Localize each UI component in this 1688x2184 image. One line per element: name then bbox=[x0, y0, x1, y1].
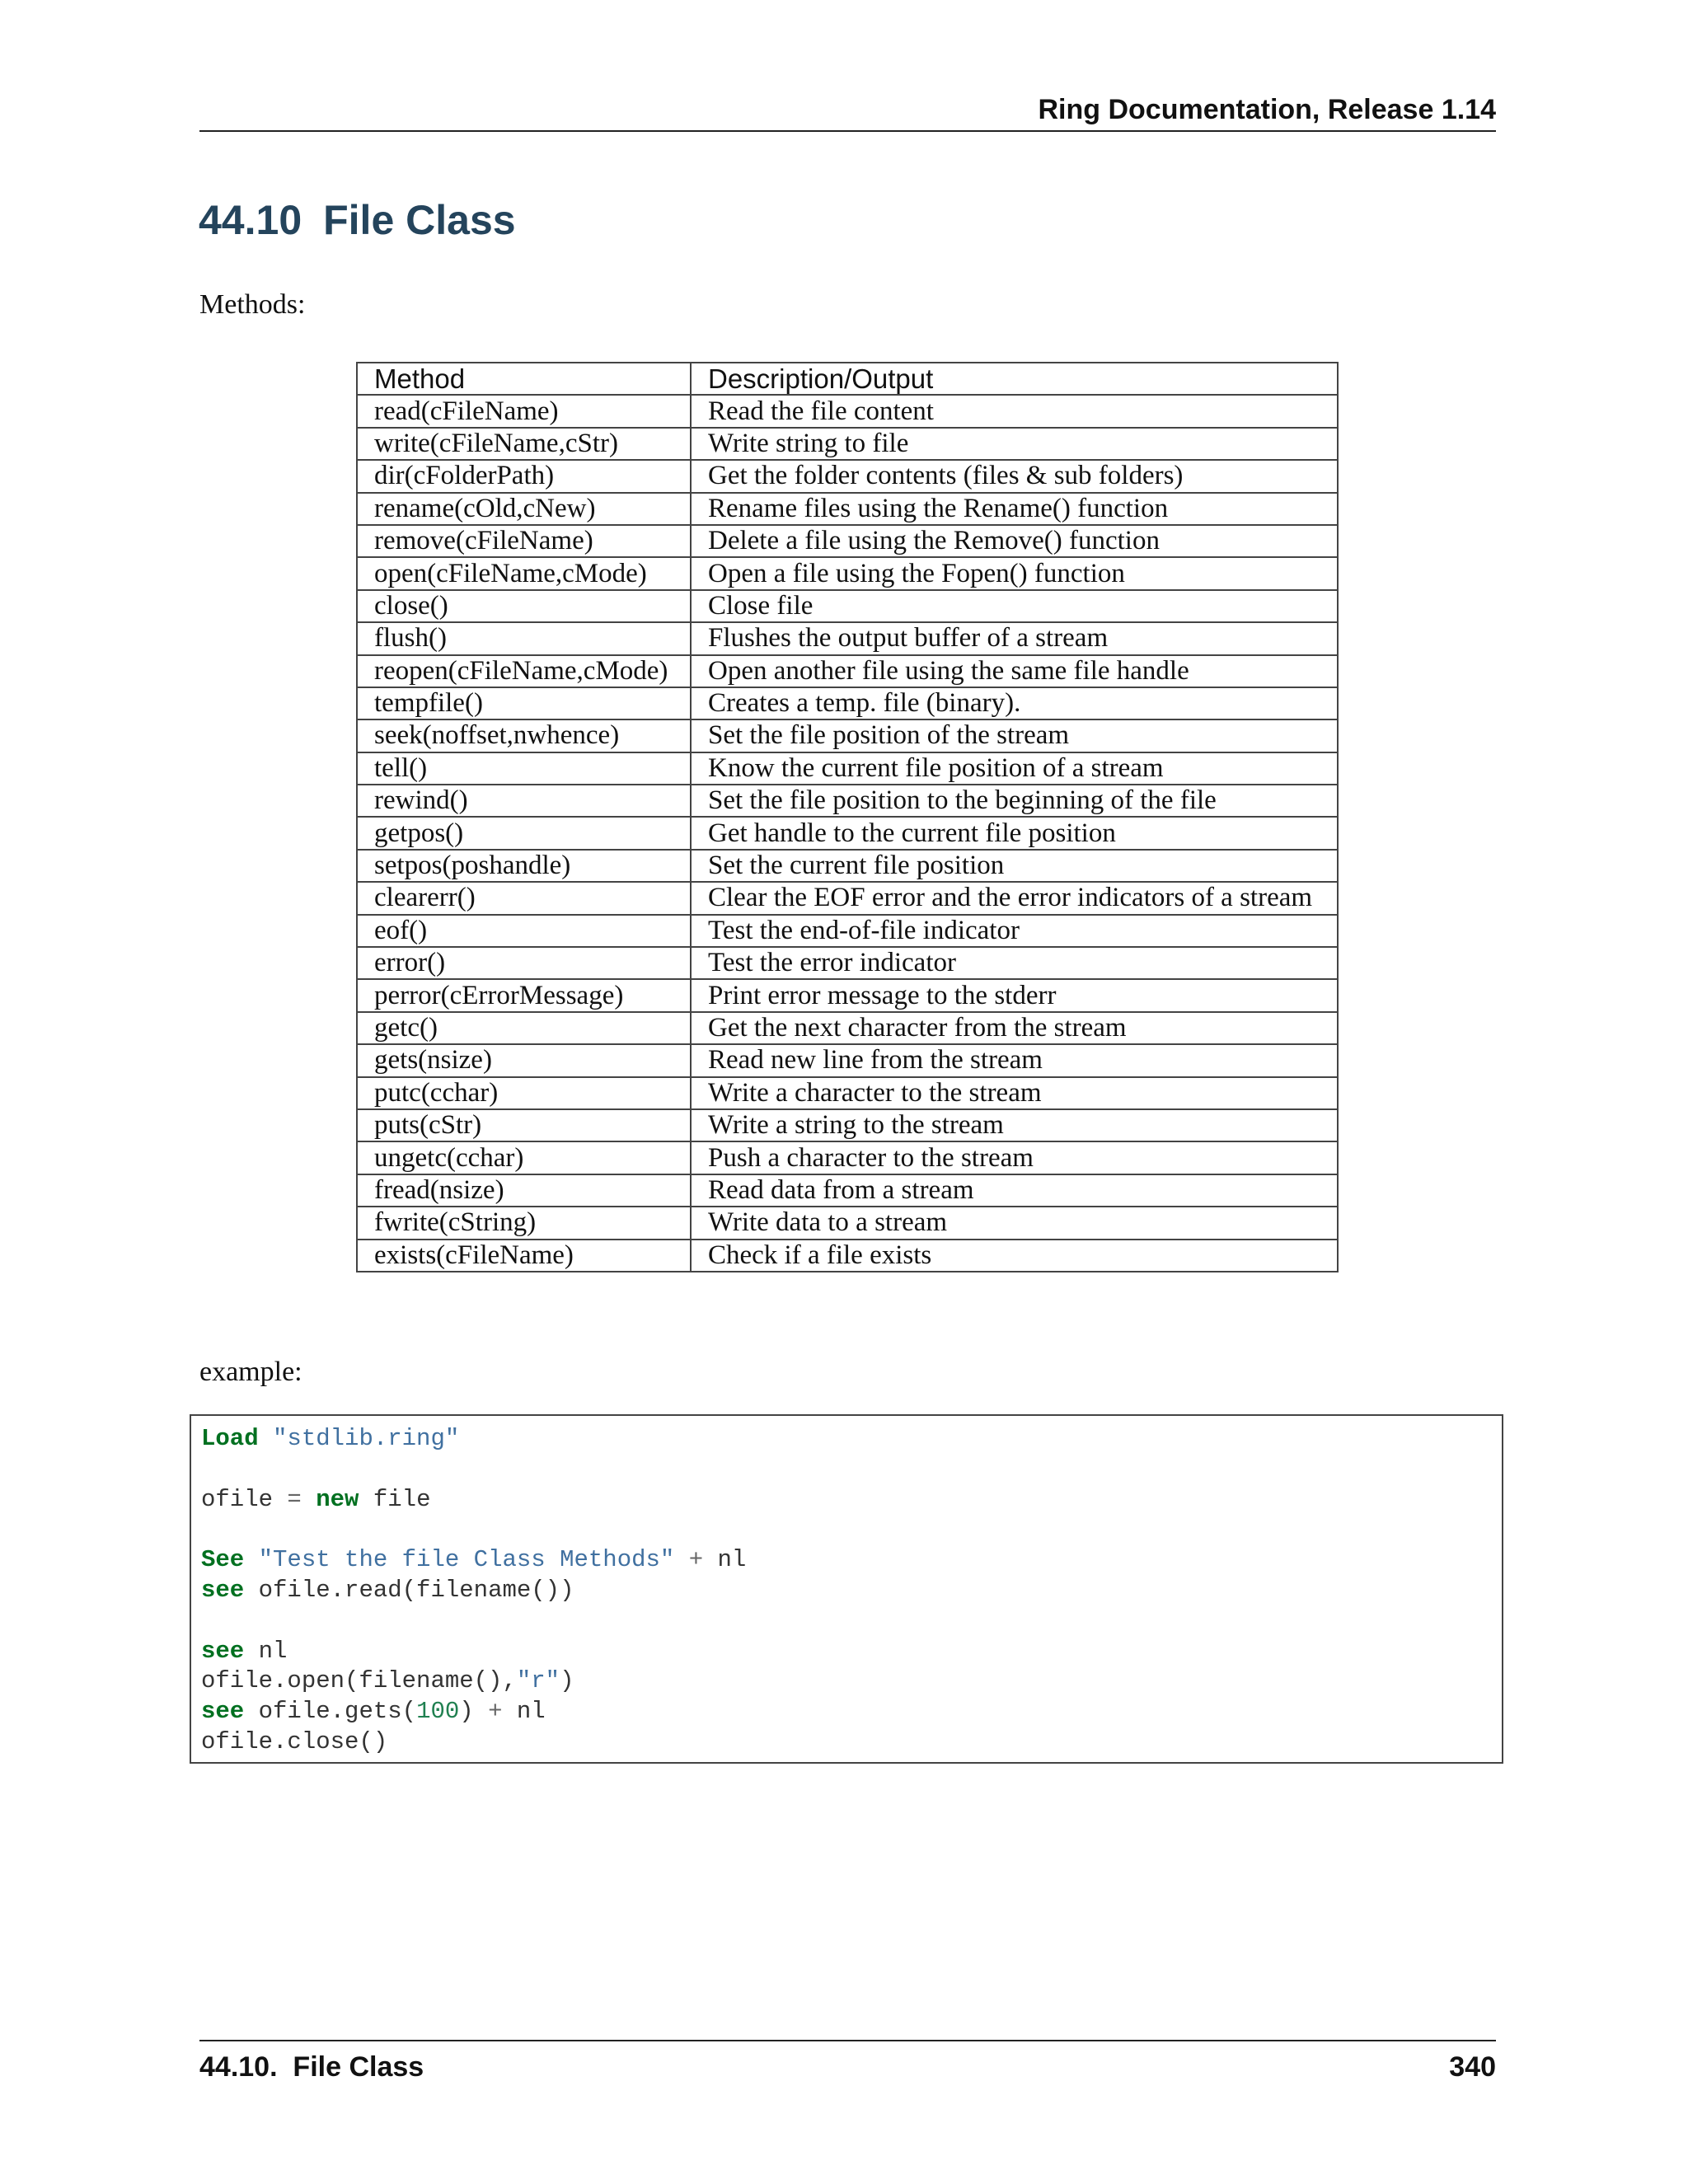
method-cell: tempfile() bbox=[357, 687, 691, 719]
table-row bbox=[357, 622, 1338, 654]
table-row bbox=[357, 1044, 1338, 1076]
method-cell: tell() bbox=[357, 752, 691, 785]
description-cell: Write string to file bbox=[691, 428, 1338, 460]
method-cell: rename(cOld,cNew) bbox=[357, 493, 691, 525]
code-token: ofile.close() bbox=[201, 1727, 388, 1755]
description-cell: Test the end-of-file indicator bbox=[691, 915, 1338, 947]
table-row bbox=[357, 493, 1338, 525]
code-token: "stdlib.ring" bbox=[273, 1425, 460, 1452]
code-token: "r" bbox=[516, 1667, 560, 1695]
method-cell: exists(cFileName) bbox=[357, 1240, 691, 1272]
description-cell: Flushes the output buffer of a stream bbox=[691, 622, 1338, 654]
code-token: ofile.gets( bbox=[244, 1698, 417, 1726]
method-cell: seek(noffset,nwhence) bbox=[357, 719, 691, 752]
method-cell: reopen(cFileName,cMode) bbox=[357, 655, 691, 687]
method-cell: gets(nsize) bbox=[357, 1044, 691, 1076]
description-cell: Set the file position of the stream bbox=[691, 719, 1338, 752]
code-token bbox=[259, 1425, 273, 1452]
description-cell: Print error message to the stderr bbox=[691, 979, 1338, 1011]
method-cell: eof() bbox=[357, 915, 691, 947]
code-token: ofile bbox=[201, 1485, 288, 1513]
description-cell: Get the next character from the stream bbox=[691, 1012, 1338, 1044]
code-token: new bbox=[316, 1485, 359, 1513]
table-row bbox=[357, 525, 1338, 557]
code-token: ofile.open(filename(), bbox=[201, 1667, 517, 1695]
description-cell: Delete a file using the Remove() function bbox=[691, 525, 1338, 557]
description-cell: Check if a file exists bbox=[691, 1240, 1338, 1272]
section-number: 44.10 bbox=[199, 197, 302, 243]
method-cell: rewind() bbox=[357, 785, 691, 817]
description-cell: Set the current file position bbox=[691, 850, 1338, 882]
method-cell: write(cFileName,cStr) bbox=[357, 428, 691, 460]
running-header bbox=[199, 89, 1496, 132]
description-cell: Open a file using the Fopen() function bbox=[691, 557, 1338, 589]
methods-label: Methods: bbox=[199, 289, 306, 320]
code-line bbox=[201, 1424, 1502, 1455]
method-cell: setpos(poshandle) bbox=[357, 850, 691, 882]
method-cell: error() bbox=[357, 947, 691, 979]
table-row bbox=[357, 979, 1338, 1011]
description-cell: Write a string to the stream bbox=[691, 1109, 1338, 1141]
code-token bbox=[302, 1486, 316, 1513]
table-row bbox=[357, 428, 1338, 460]
method-cell: read(cFileName) bbox=[357, 395, 691, 427]
code-token: see bbox=[201, 1698, 245, 1726]
method-cell: getc() bbox=[357, 1012, 691, 1044]
description-cell: Know the current file position of a stream bbox=[691, 752, 1338, 785]
table-row bbox=[357, 719, 1338, 752]
code-token: nl bbox=[703, 1546, 747, 1574]
code-line bbox=[201, 1515, 1502, 1545]
table-row bbox=[357, 655, 1338, 687]
code-token: nl bbox=[502, 1698, 546, 1726]
code-token: see bbox=[201, 1637, 245, 1665]
method-cell: remove(cFileName) bbox=[357, 525, 691, 557]
methods-table bbox=[356, 362, 1339, 1272]
code-token: ) bbox=[459, 1698, 489, 1726]
description-cell: Open another file using the same file handle bbox=[691, 655, 1338, 687]
method-cell: ungetc(cchar) bbox=[357, 1141, 691, 1174]
code-token: see bbox=[201, 1576, 245, 1604]
table-row bbox=[357, 817, 1338, 849]
code-token: 100 bbox=[416, 1698, 460, 1726]
code-token: file bbox=[359, 1485, 431, 1513]
code-token: ofile.read(filename()) bbox=[244, 1576, 574, 1604]
description-cell: Set the file position to the beginning of the file bbox=[691, 785, 1338, 817]
code-token: nl bbox=[244, 1637, 288, 1665]
method-cell: open(cFileName,cMode) bbox=[357, 557, 691, 589]
table-row bbox=[357, 947, 1338, 979]
table-row bbox=[357, 1077, 1338, 1109]
method-cell: perror(cErrorMessage) bbox=[357, 979, 691, 1011]
method-cell: clearerr() bbox=[357, 882, 691, 914]
table-row bbox=[357, 590, 1338, 622]
code-token bbox=[674, 1546, 688, 1573]
method-cell: fread(nsize) bbox=[357, 1174, 691, 1207]
footer-section-ref: 44.10. File Class bbox=[199, 2051, 424, 2083]
code-token: + bbox=[488, 1698, 503, 1726]
code-line bbox=[201, 1545, 1502, 1576]
table-row bbox=[357, 687, 1338, 719]
table-row bbox=[357, 1207, 1338, 1239]
method-cell: dir(cFolderPath) bbox=[357, 460, 691, 492]
methods-table-body bbox=[357, 395, 1338, 1272]
table-row bbox=[357, 785, 1338, 817]
table-row bbox=[357, 752, 1338, 785]
table-row bbox=[357, 1109, 1338, 1141]
code-line bbox=[201, 1727, 1502, 1758]
description-cell: Close file bbox=[691, 590, 1338, 622]
column-header-method: Method bbox=[357, 363, 691, 395]
code-line bbox=[201, 1606, 1502, 1637]
code-line bbox=[201, 1485, 1502, 1516]
table-row bbox=[357, 882, 1338, 914]
code-token: ) bbox=[560, 1667, 574, 1695]
description-cell: Clear the EOF error and the error indicators of a stream bbox=[691, 882, 1338, 914]
code-line bbox=[201, 1576, 1502, 1606]
method-cell: puts(cStr) bbox=[357, 1109, 691, 1141]
footer-page-number: 340 bbox=[1449, 2051, 1496, 2083]
method-cell: getpos() bbox=[357, 817, 691, 849]
code-token: See bbox=[201, 1546, 245, 1574]
running-header-title: Ring Documentation, Release 1.14 bbox=[1038, 94, 1496, 125]
methods-table-header-row bbox=[357, 363, 1338, 395]
table-row bbox=[357, 1012, 1338, 1044]
code-token: = bbox=[287, 1485, 302, 1513]
footer-divider bbox=[199, 2040, 1496, 2041]
code-line bbox=[201, 1666, 1502, 1697]
description-cell: Rename files using the Rename() function bbox=[691, 493, 1338, 525]
table-row bbox=[357, 395, 1338, 427]
code-example-block bbox=[190, 1414, 1503, 1764]
method-cell: close() bbox=[357, 590, 691, 622]
table-row bbox=[357, 1141, 1338, 1174]
code-token bbox=[244, 1546, 258, 1573]
description-cell: Write a character to the stream bbox=[691, 1077, 1338, 1109]
table-row bbox=[357, 460, 1338, 492]
section-title-text: File Class bbox=[323, 197, 516, 243]
code-token: Load bbox=[201, 1425, 259, 1452]
code-line bbox=[201, 1455, 1502, 1485]
code-line bbox=[201, 1637, 1502, 1667]
method-cell: flush() bbox=[357, 622, 691, 654]
example-label: example: bbox=[199, 1357, 302, 1387]
column-header-description: Description/Output bbox=[691, 363, 1338, 395]
table-row bbox=[357, 1240, 1338, 1272]
method-cell: putc(cchar) bbox=[357, 1077, 691, 1109]
method-cell: fwrite(cString) bbox=[357, 1207, 691, 1239]
code-line bbox=[201, 1697, 1502, 1727]
description-cell: Write data to a stream bbox=[691, 1207, 1338, 1239]
description-cell: Test the error indicator bbox=[691, 947, 1338, 979]
table-row bbox=[357, 915, 1338, 947]
code-token: "Test the file Class Methods" bbox=[258, 1546, 675, 1574]
table-row bbox=[357, 557, 1338, 589]
description-cell: Get the folder contents (files & sub folders) bbox=[691, 460, 1338, 492]
description-cell: Read data from a stream bbox=[691, 1174, 1338, 1207]
description-cell: Get handle to the current file position bbox=[691, 817, 1338, 849]
table-row bbox=[357, 1174, 1338, 1207]
description-cell: Push a character to the stream bbox=[691, 1141, 1338, 1174]
section-title bbox=[199, 191, 516, 249]
description-cell: Read the file content bbox=[691, 395, 1338, 427]
description-cell: Creates a temp. file (binary). bbox=[691, 687, 1338, 719]
table-row bbox=[357, 850, 1338, 882]
description-cell: Read new line from the stream bbox=[691, 1044, 1338, 1076]
code-token: + bbox=[688, 1546, 704, 1574]
